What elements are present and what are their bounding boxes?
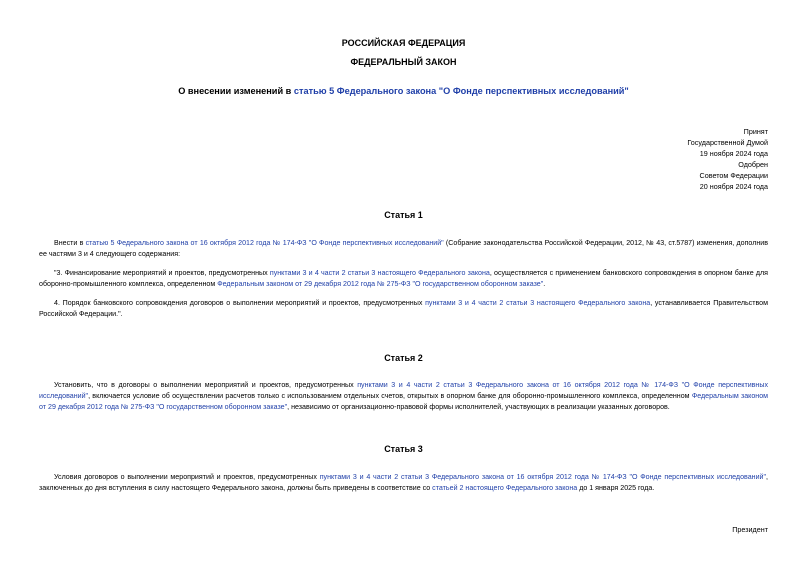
text: , независимо от организационно-правовой формы исполнителей, участвующих в реализации указанных договоров. <box>287 403 670 411</box>
law-link[interactable]: пунктами 3 и 4 части 2 статьи 3 настоящего Федерального закона <box>269 269 490 277</box>
article-1-heading: Статья 1 <box>384 210 423 220</box>
article-2-paragraph-1 <box>39 380 768 413</box>
adoption-line: 20 ноября 2024 года <box>699 181 768 191</box>
article-3-heading: Статья 3 <box>384 444 423 454</box>
article-1-paragraph-2 <box>39 268 768 290</box>
text: . <box>543 280 546 288</box>
country-heading: РОССИЙСКАЯ ФЕДЕРАЦИЯ <box>341 38 466 48</box>
adoption-line: Советом Федерации <box>699 170 768 180</box>
text: (Собрание законодательства Российской Федерации, 2012, № 43, ст.5787) изменения, дополнив ее частями 3 и 4 следующего содержания: <box>39 239 768 258</box>
text: Условия договоров о выполнении мероприятий и проектов, предусмотренных <box>54 473 320 481</box>
text: Внести в <box>54 239 86 247</box>
text: , осуществляется с применением банковского сопровождения в опорном банке для оборонно-промышленного комплекса, определенном <box>39 269 768 288</box>
law-link[interactable]: статью 5 Федерального закона от 16 октября 2012 года № 174-ФЗ "О Фонде перспективных исследований" <box>85 239 444 247</box>
law-link[interactable]: пунктами 3 и 4 части 2 статьи 3 Федерального закона от 16 октября 2012 года № 174-ФЗ "О Фонде перспективных исследований" <box>39 381 768 400</box>
article-1-paragraph-3 <box>39 298 768 320</box>
adoption-line: 19 ноября 2024 года <box>699 148 768 158</box>
law-title-link[interactable]: статью 5 Федерального закона "О Фонде перспективных исследований" <box>293 86 629 96</box>
text: , устанавливается Правительством Российской Федерации.". <box>39 299 768 318</box>
adoption-line: Государственной Думой <box>687 137 768 147</box>
adoption-info <box>687 127 768 192</box>
article-1-paragraph-1 <box>39 238 768 260</box>
adoption-line: Одобрен <box>738 159 768 169</box>
law-title <box>0 86 807 96</box>
article-3-paragraph-1 <box>39 472 768 494</box>
text: до 1 января 2025 года. <box>577 484 655 492</box>
article-2-heading: Статья 2 <box>384 353 423 363</box>
law-type-heading: ФЕДЕРАЛЬНЫЙ ЗАКОН <box>350 57 457 67</box>
law-link[interactable]: Федеральным законом от 29 декабря 2012 года № 275-ФЗ "О государственном оборонном заказе" <box>217 280 544 288</box>
text: , включается условие об осуществлении расчетов только с использованием отдельных счетов, открытых в опорном банке для оборонно-промышленного комплекса, определенном <box>88 392 692 400</box>
president-signature: Президент <box>732 525 768 534</box>
text: 4. Порядок банковского сопровождения договоров о выполнении мероприятий и проектов, предусмотренных <box>54 299 426 307</box>
law-link[interactable]: статьей 2 настоящего Федерального закона <box>432 484 578 492</box>
law-title-prefix: О внесении изменений в <box>178 86 294 96</box>
text: "3. Финансирование мероприятий и проектов, предусмотренных <box>54 269 270 277</box>
text: Установить, что в договоры о выполнении мероприятий и проектов, предусмотренных <box>54 381 358 389</box>
adoption-line: Принят <box>743 127 768 136</box>
law-link[interactable]: пунктами 3 и 4 части 2 статьи 3 настоящего Федерального закона <box>425 299 651 307</box>
law-link[interactable]: пунктами 3 и 4 части 2 статьи 3 Федерального закона от 16 октября 2012 года № 174-ФЗ "О Фонде перспективных исследований" <box>319 473 767 481</box>
law-link[interactable]: Федеральным законом от 29 декабря 2012 года № 275-ФЗ "О государственном оборонном заказе" <box>39 392 769 411</box>
text: , заключенных до дня вступления в силу настоящего Федерального закона, должны быть приведены в соответствие со <box>39 473 768 492</box>
